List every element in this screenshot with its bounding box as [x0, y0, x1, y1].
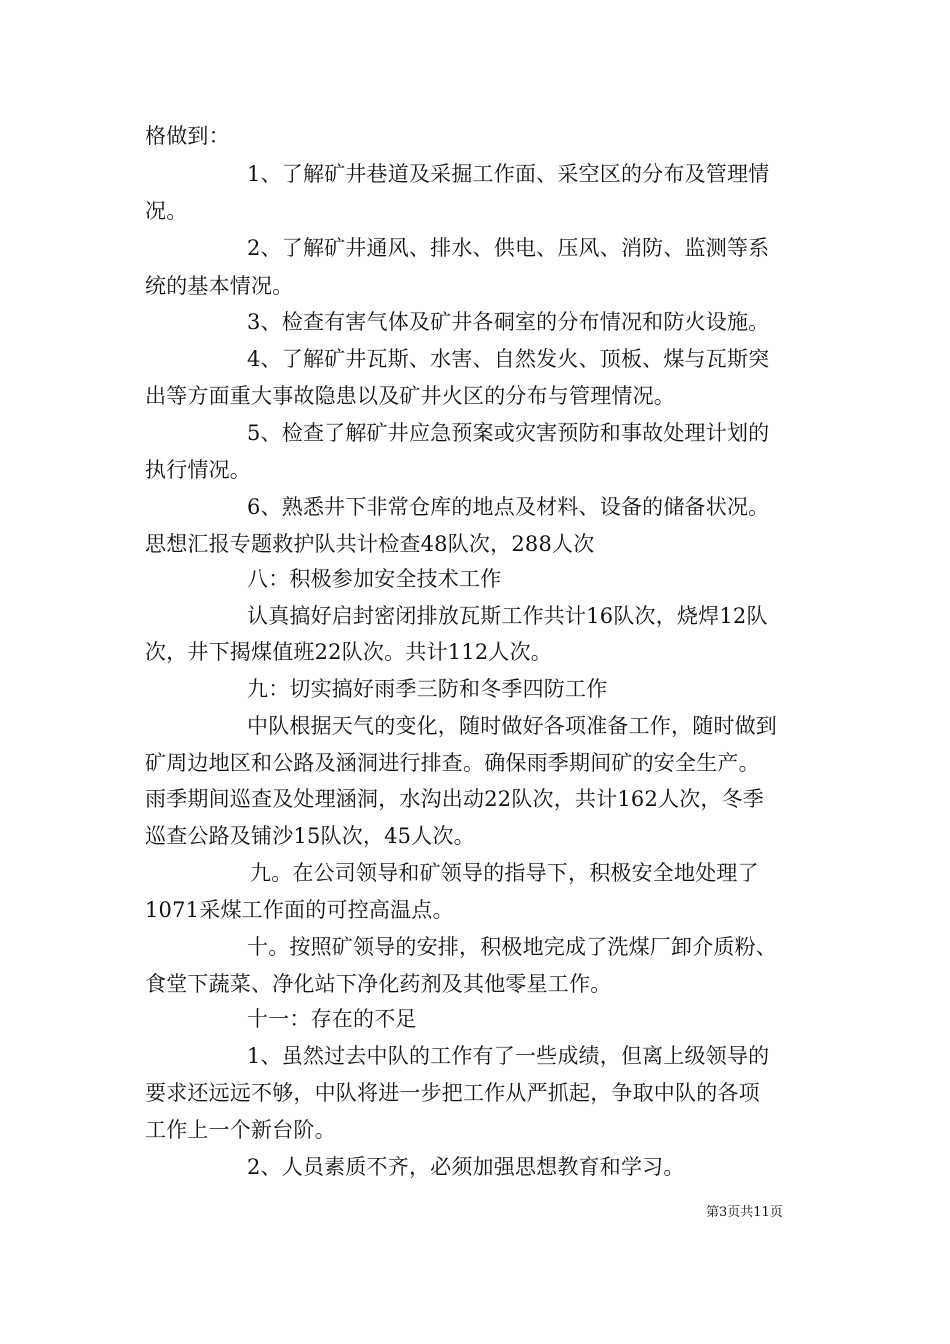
text-line: 况。 — [145, 199, 188, 223]
text-line: 十。按照矿领导的安排，积极地完成了洗煤厂卸介质粉、 — [247, 935, 777, 959]
text-line: 执行情况。 — [145, 458, 251, 482]
text-line: 6、熟悉井下非常仓库的地点及材料、设备的储备状况。 — [247, 495, 770, 519]
text-line: 2、了解矿井通风、排水、供电、压风、消防、监测等系 — [247, 236, 770, 260]
text-line: 九。在公司领导和矿领导的指导下，积极安全地处理了 — [250, 861, 759, 885]
text-line: 矿周边地区和公路及涵洞进行排查。确保雨季期间矿的安全生产。 — [145, 751, 760, 775]
text-line: 中队根据天气的变化，随时做好各项准备工作，随时做到 — [247, 714, 777, 738]
text-line: 5、检查了解矿井应急预案或灾害预防和事故处理计划的 — [247, 421, 770, 445]
text-line: 1071采煤工作面的可控高温点。 — [145, 898, 454, 922]
text-line: 统的基本情况。 — [145, 274, 294, 298]
text-line: 1、虽然过去中队的工作有了一些成绩，但离上级领导的 — [247, 1044, 770, 1068]
text-line: 4、了解矿井瓦斯、水害、自然发火、顶板、煤与瓦斯突 — [247, 347, 770, 371]
section-heading: 九：切实搞好雨季三防和冬季四防工作 — [247, 677, 608, 701]
text-line: 食堂下蔬菜、净化站下净化药剂及其他零星工作。 — [145, 972, 612, 996]
text-line: 1、了解矿井巷道及采掘工作面、采空区的分布及管理情 — [247, 162, 770, 186]
text-line: 认真搞好启封密闭排放瓦斯工作共计16队次，烧焊12队 — [247, 604, 768, 628]
section-heading: 八：积极参加安全技术工作 — [247, 567, 502, 591]
text-line: 思想汇报专题救护队共计检查48队次，288人次 — [145, 532, 595, 556]
text-line: 次，井下揭煤值班22队次。共计112人次。 — [145, 640, 553, 664]
text-line: 要求还远远不够，中队将进一步把工作从严抓起，争取中队的各项 — [145, 1081, 760, 1105]
text-line: 雨季期间巡查及处理涵洞，水沟出动22队次，共计162人次，冬季 — [145, 787, 765, 811]
text-line: 工作上一个新台阶。 — [145, 1118, 336, 1142]
section-heading: 十一：存在的不足 — [247, 1007, 417, 1031]
text-line: 出等方面重大事故隐患以及矿井火区的分布与管理情况。 — [145, 384, 675, 408]
text-line: 2、人员素质不齐，必须加强思想教育和学习。 — [247, 1155, 685, 1179]
text-line: 3、检查有害气体及矿井各硐室的分布情况和防火设施。 — [247, 310, 770, 334]
page-number: 第3页共11页 — [706, 1205, 783, 1220]
text-line: 格做到： — [145, 124, 230, 148]
text-line: 巡查公路及铺沙15队次，45人次。 — [145, 824, 475, 848]
